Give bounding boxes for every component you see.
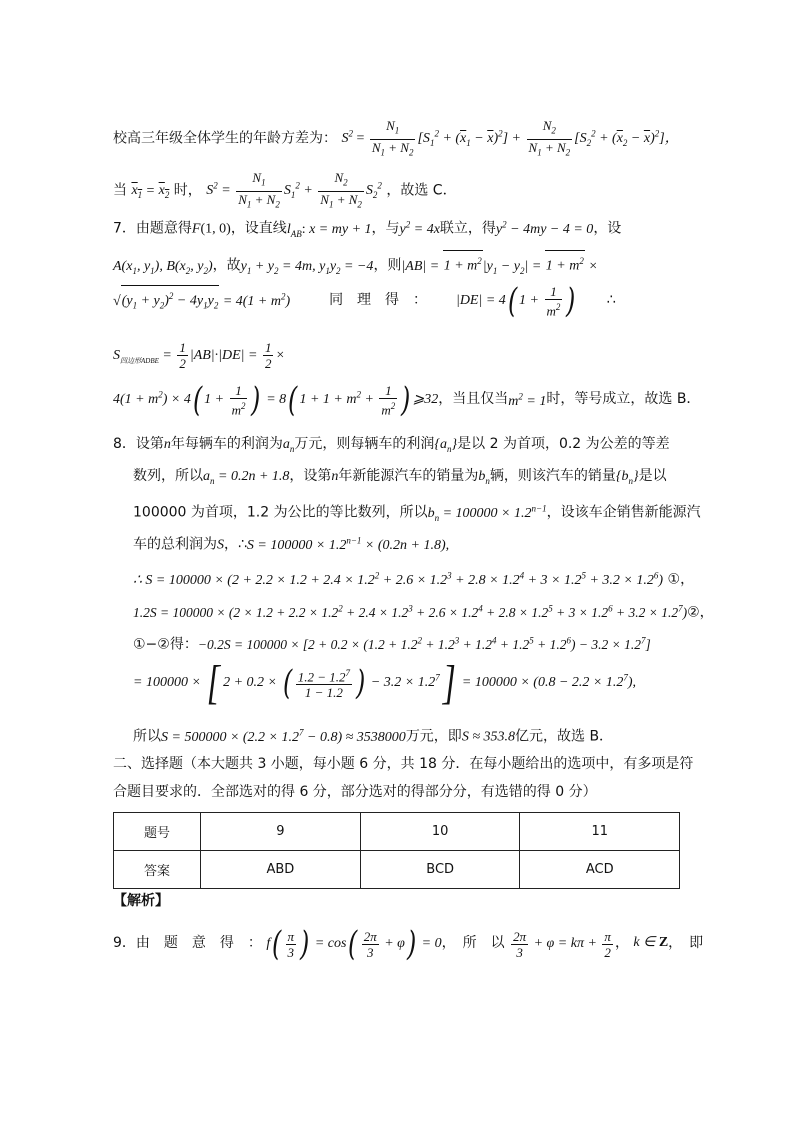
p7-line-3 — [113, 281, 683, 321]
s-formula: $S = 100000 \times 1.2^{n-1} \times (0.2n + 1.8)$, — [246, 535, 450, 553]
answer-table — [113, 812, 680, 889]
p7-then: ，则 — [373, 257, 402, 274]
p8-therefore: ，∴ — [224, 536, 247, 553]
p8-intro: 8．设第 — [113, 436, 164, 452]
p8-line-9 — [133, 722, 683, 748]
p8-is: 是以 — [638, 468, 667, 484]
p7-line-1 — [113, 214, 683, 243]
p8-line-1: 8．设第n年每辆车的利润为$a_n$万元，则每辆车的利润$\{a_n\}$是以 2 为首项，0.2 为公差的等差 — [113, 436, 670, 454]
p7-line-2 — [113, 250, 683, 280]
label-one: ①， — [667, 571, 695, 588]
p8-so: 数列，所以 — [133, 468, 203, 484]
p8-line-4: 车的总利润为S，∴S = $100000 \times 1.2^{n-1} \times (0.2n + 1.8)$, — [133, 535, 450, 553]
p9-intro: 9．由 题 意 得 ： — [113, 935, 262, 952]
p9-so: ， 所 以 — [441, 935, 505, 952]
p7-set-line: ，设直线 — [230, 220, 287, 237]
s-value: $S = 500000 \times (2.2 \times 1.2^7 - 0.8) \approx 3538000$ — [161, 727, 406, 745]
p7-hence: ，故 — [212, 257, 241, 274]
s-approx: S ≈ 353.8 — [461, 729, 515, 745]
focus-expr: F(1, 0) — [191, 221, 231, 237]
table-cell: 答案 — [114, 851, 201, 889]
table-cell: ABD — [201, 851, 361, 889]
variance-simplified: $S^2$ = $\frac{N_1}{N_1 + N_2}$ $S_1^2$ + $\frac{N_2}{N_1 + N_2}$ $S_2^2$ — [206, 170, 382, 210]
p7-set: ，设 — [593, 220, 622, 237]
therefore-symbol: ∴ — [606, 292, 616, 309]
label-two: ②， — [687, 604, 714, 621]
p8-total-label: 车的总利润为 — [133, 536, 217, 553]
table-cell: 9 — [201, 813, 361, 851]
eq-sum: = 100000 × [ 2 + 0.2 × ( $\frac{1.2 - 1.2^7}{1 - 1.2}$ ) − $3.2 \times 1.2^7] = 100000 \times (0.8 - 2.2 \times 1.2^7)$, — [133, 656, 637, 709]
de-length-expr: |DE| = 4( 1 + $\frac{1}{m^2}$ ) — [455, 281, 576, 321]
when-label: 当 — [113, 182, 127, 199]
p8-profit-label: 年每辆车的利润为 — [170, 436, 283, 452]
p9-comma: ， — [614, 935, 629, 952]
variance-formula: $S^2$ = $\frac{N_1}{N_1 + N_2}$ $[S_1^2 + (\overline{x}_1 - \overline{x})^2]$ + $\frac{N_2}{N_1 + N_2}$ $[S_2^2 + (\overline{x}_2 - \overline{x})^2]$， — [341, 118, 679, 158]
k-in-z: k ∈ Z — [633, 935, 669, 951]
ab-length-expr: $|AB| = 1 + m^2|y_1 - y_2| = 1 + m^2$ × — [401, 259, 597, 274]
table-row — [114, 813, 680, 851]
p7-line-5 — [113, 380, 701, 424]
points-ab: $A(x_1$, $y_1$), $B(x_2$, $y_2$) — [113, 258, 213, 276]
p7-line-4 — [113, 340, 683, 371]
area-expr: $S_{四边形ADBE}$ = $\frac{1}{2}$ |AB|·|DE| = $\frac{1}{2}$ × — [113, 340, 285, 371]
table-row — [114, 851, 680, 889]
p8-choose-b: 亿元，故选 B． — [515, 728, 614, 745]
p8-sales-desc: 辆，则该汽车的销量 — [489, 468, 616, 484]
area-bound-expr: $4(1 + m^2) \times 4$( 1 + $\frac{1}{m^2}$ ) = 8( $1 + 1 + m^2$ + $\frac{1}{m^2}$ ) ⩾32 — [113, 380, 439, 420]
p7-similarly: 同 理 得 ： — [329, 292, 428, 309]
p8-set-n: ，设第 — [289, 468, 332, 484]
vieta-expr: $y_1 + y_2 = 4m$, $y_1y_2 = -4$ — [240, 258, 374, 276]
p8-arith-desc: 是以 2 为首项，0.2 为公差的等差 — [457, 436, 670, 452]
phi-eq: $\frac{2\pi}{3}$ + φ = kπ + $\frac{\pi}{2}$ — [513, 928, 611, 960]
mean-equal-expr: $x_1 = x_2$ — [131, 183, 170, 201]
eq-diff: $-0.2S = 100000 \times [2 + 0.2 \times (1.2 + 1.2^2 + 1.2^3 + 1.2^4 + 1.2^5 + 1.2^6) - 3.2 \times 1.2^7]$ — [197, 635, 651, 652]
p8-profit-desc: 万元，则每辆车的利润 — [294, 436, 435, 452]
bn-formula: $b_n = 100000 \times 1.2^{n-1}$ — [427, 503, 547, 523]
line-eq: $l_{AB}$: x = my + 1 — [286, 221, 372, 239]
table-cell: 10 — [360, 813, 520, 851]
p8-so-final: 所以 — [133, 728, 161, 745]
equality-cond: $m^2 = 1$ — [508, 391, 547, 410]
section-2-heading-1: 二、选择题（本大题共 3 小题，每小题 6 分，共 18 分．在每小题给出的选项中，有多项是符 — [113, 756, 694, 772]
p8-unit: 万元，即 — [405, 728, 462, 745]
section-2-heading-2: 合题目要求的．全部选对的得 6 分，部分选对的得部分分，有选错的得 0 分） — [113, 784, 597, 800]
p8-line-3 — [133, 498, 701, 527]
p7-choose-b: 时，等号成立，故选 B． — [546, 391, 701, 408]
table-cell: BCD — [360, 851, 520, 889]
subtract-label: ①−②得： — [133, 636, 198, 653]
p8-line-7 — [133, 630, 683, 655]
cos-eq: f( $\frac{\pi}{3}$ ) = cos( $\frac{2\pi}{3}$ + φ) = 0 — [266, 924, 442, 964]
eq-one: ∴ $S = 100000 \times (2 + 2.2 \times 1.2 + 2.4 \times 1.2^2 + 2.6 \times 1.2^3 + 2.8 \times 1.2^4 + 3 \times 1.2^5 + 3.2 \times 1.2^6)$ — [133, 570, 664, 588]
p8-line-6 — [133, 598, 714, 623]
variance-formula-line — [113, 118, 683, 160]
p7-with: ，与 — [371, 220, 400, 237]
p9-line-1 — [113, 924, 704, 964]
p9-ie: ， 即 — [668, 935, 704, 952]
table-cell: ACD — [520, 851, 680, 889]
table-cell: 11 — [520, 813, 680, 851]
p8-sales-label: 年新能源汽车的销量为 — [338, 468, 479, 484]
p8-geom-desc: 100000 为首项，1.2 为公比的等比数列，所以 — [133, 504, 428, 521]
p8-line-2: 数列，所以$a_n = 0.2n + 1.8$，设第n年新能源汽车的销量为$b_n$辆，则该汽车的销量$\{b_n\}$是以 — [133, 468, 667, 486]
eq-two: $1.2S = 100000 \times (2 \times 1.2 + 2.2 \times 1.2^2 + 2.4 \times 1.2^3 + 2.6 \times 1.2^4 + 2.8 \times 1.2^5 + 3 \times 1.2^6 + 3.2 \times 1.2^7)$ — [133, 603, 688, 620]
p7-combine: 联立，得 — [439, 220, 496, 237]
p8-line-5 — [133, 565, 695, 591]
p8-line-8 — [133, 655, 683, 713]
p7-intro: 7．由题意得 — [113, 220, 192, 237]
p7-iff: ，当且仅当 — [438, 391, 509, 408]
analysis-label: 【解析】 — [113, 893, 169, 909]
when-suffix: 时， — [173, 182, 202, 199]
parabola-eq: $y^2 = 4x$ — [399, 219, 440, 237]
table-cell: 题号 — [114, 813, 201, 851]
quadratic-eq: $y^2 - 4my - 4 = 0$ — [495, 219, 594, 237]
variance-conclusion-line — [113, 170, 683, 212]
ab-length-result: $√(y_1 + y_2)^2 - 4y_1y_2 = 4(1 + m^2)$ — [113, 294, 290, 309]
an-formula: $a_n = 0.2n + 1.8$ — [203, 469, 290, 486]
choose-c-text: ，故选 C． — [386, 182, 457, 199]
variance-intro: 校高三年级全体学生的年龄方差为： — [113, 130, 337, 147]
p8-set-total: ，设该车企销售新能源汽 — [546, 504, 701, 521]
